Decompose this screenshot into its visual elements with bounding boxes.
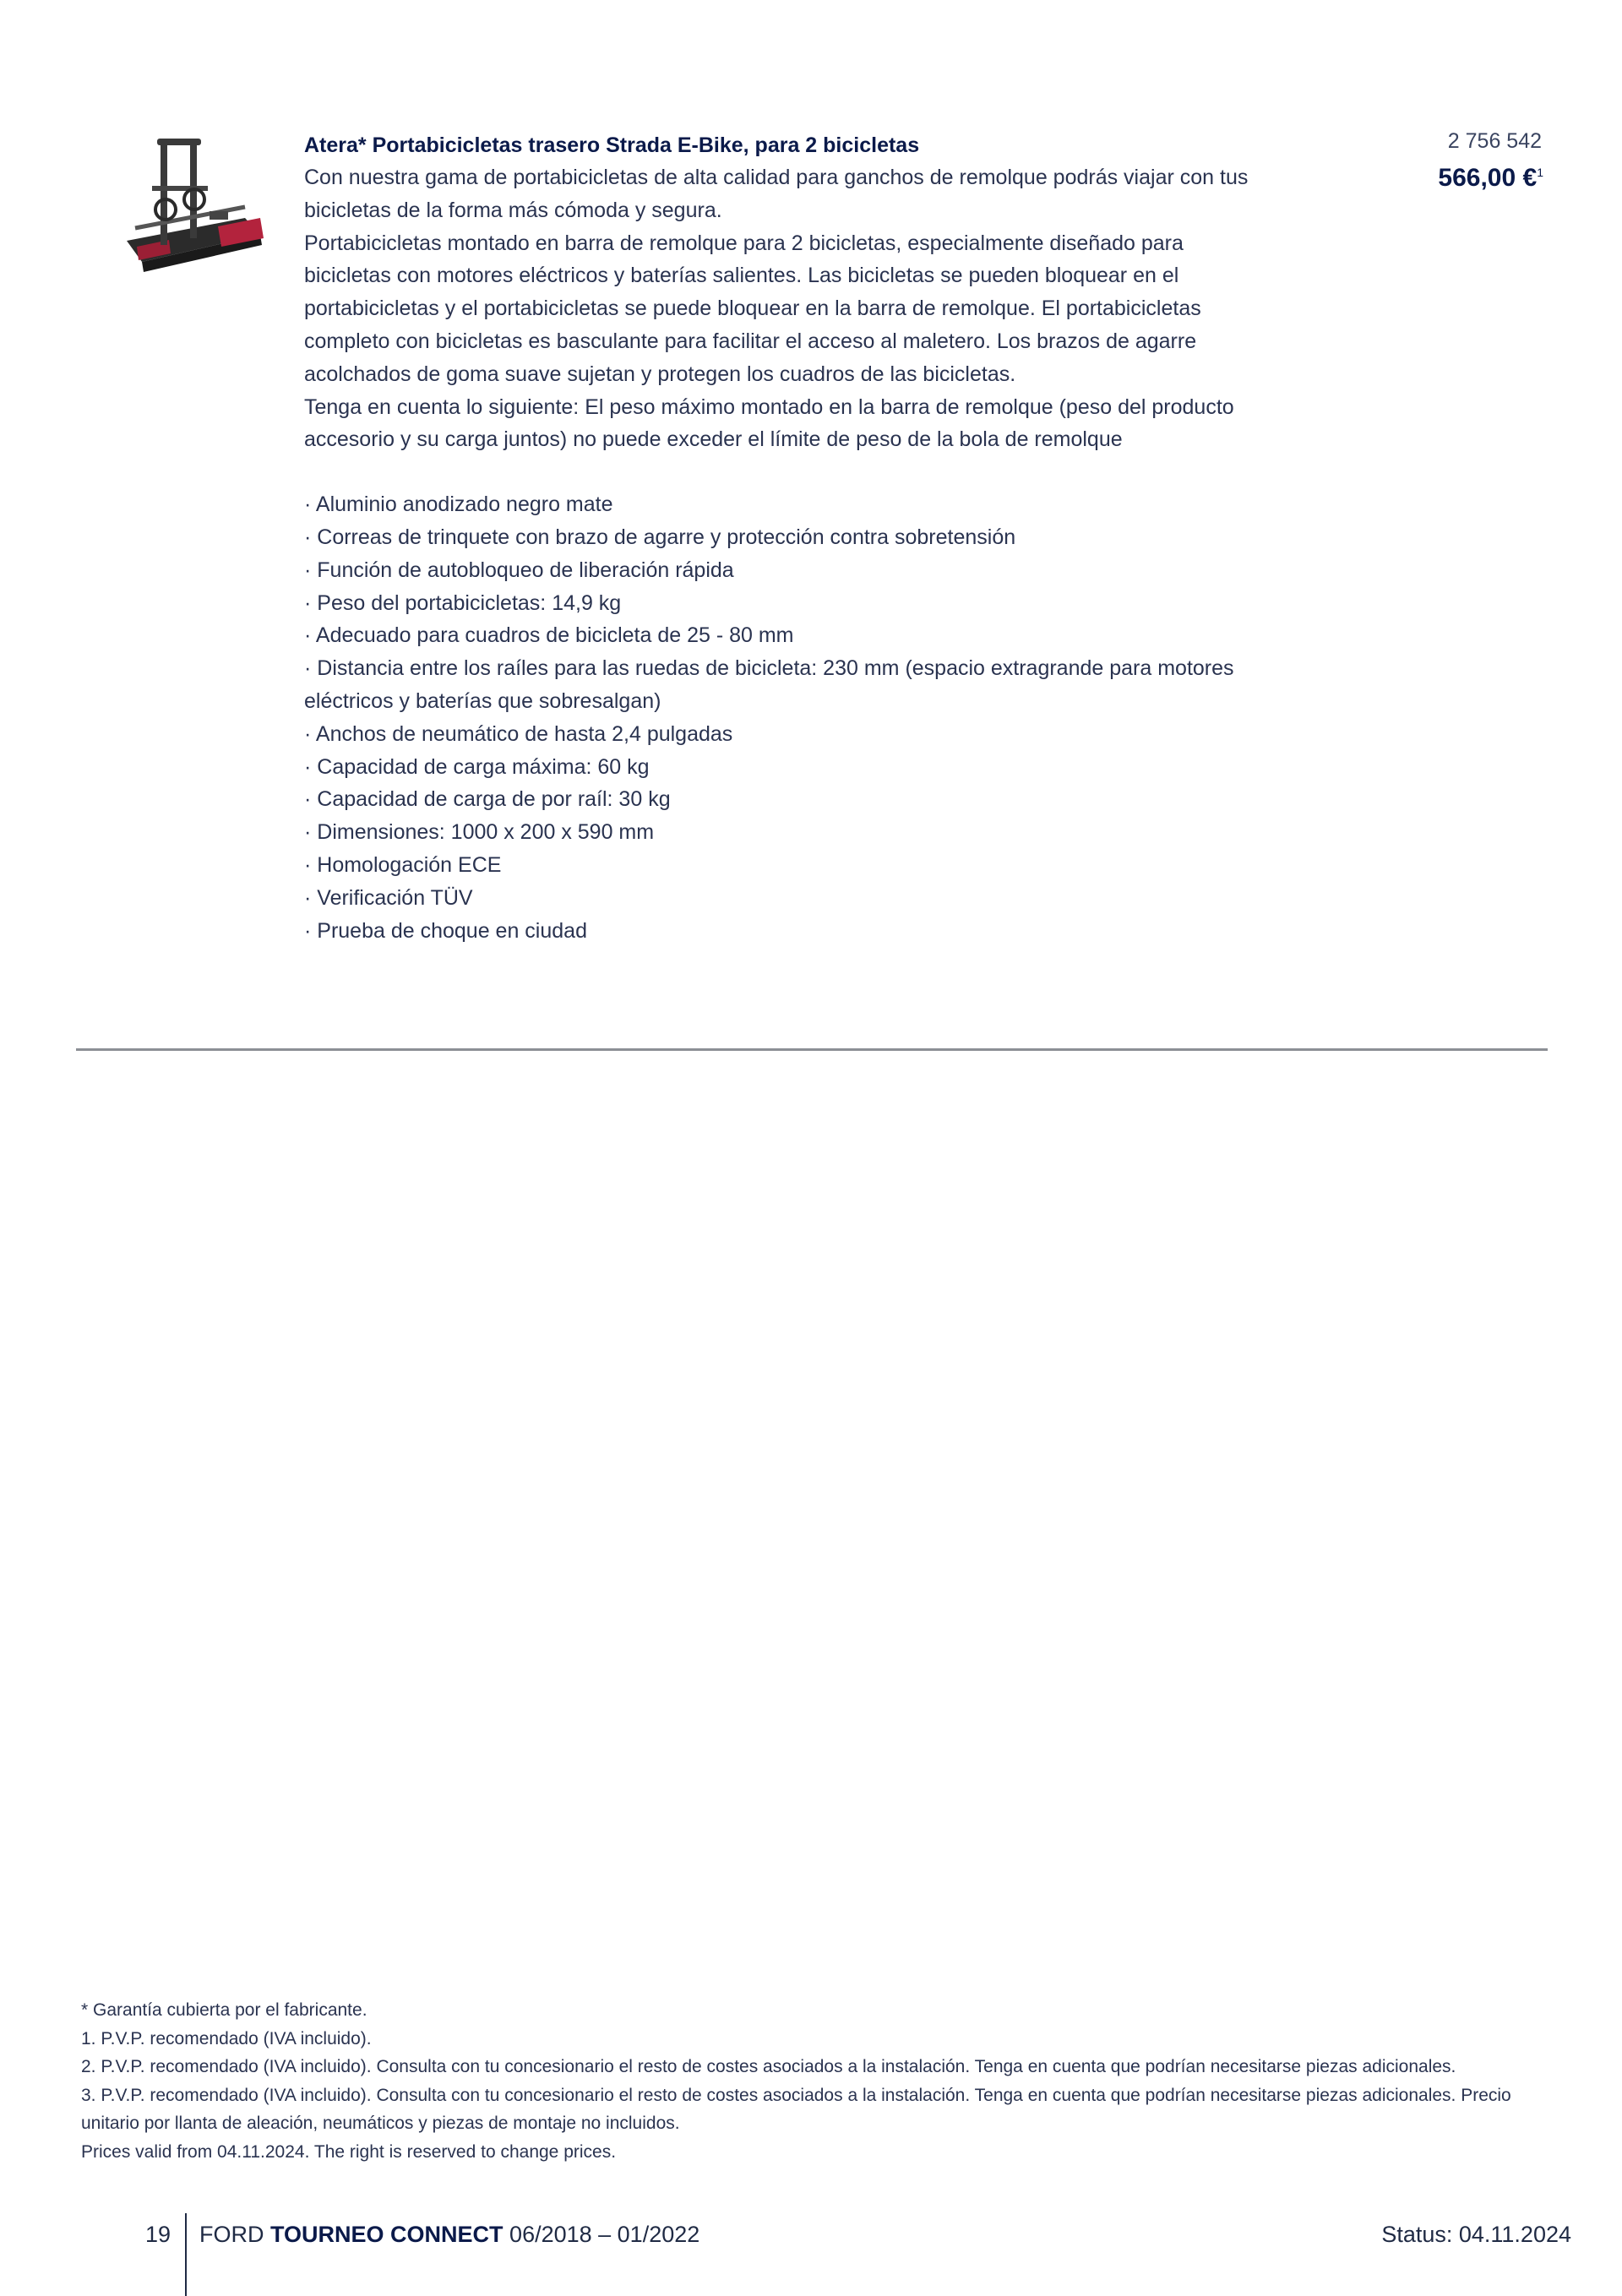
feature-item: · Capacidad de carga máxima: 60 kg [304, 754, 650, 779]
footnote: 3. P.V.P. recomendado (IVA incluido). Consulta con tu concesionario el resto de costes asociados a la instalación. Tenga en cuenta que podrían necesitarse piezas adicionales. Precio unitario por llanta de aleación, neumáticos y piezas de montaje no incluidos. [81, 2085, 1511, 2133]
feature-item: · Prueba de choque en ciudad [304, 918, 587, 943]
feature-item: · Verificación TÜV [304, 885, 473, 910]
status-date: Status: 04.11.2024 [1381, 2222, 1571, 2247]
feature-item: · Homologación ECE [304, 852, 502, 877]
footer-rule [185, 2213, 187, 2296]
product-entry [304, 129, 1276, 947]
feature-item: · Capacidad de carga de por raíl: 30 kg [304, 787, 671, 812]
footnote: 1. P.V.P. recomendado (IVA incluido). [81, 2028, 372, 2048]
product-title: Atera* Portabicicletas trasero Strada E-Bike, para 2 bicicletas [304, 133, 920, 157]
model-years: 06/2018 – 01/2022 [509, 2222, 700, 2247]
product-description-intro: Con nuestra gama de portabicicletas de alta calidad para ganchos de remolque podrás viajar con tus bicicletas de la forma más cómoda y segura. [304, 166, 1249, 222]
feature-list [304, 488, 1276, 947]
footnote: * Garantía cubierta por el fabricante. [81, 2000, 367, 2020]
brand-name: FORD [199, 2222, 264, 2247]
feature-item: · Correas de trinquete con brazo de agarre y protección contra sobretensión [304, 525, 1016, 549]
footnotes [81, 1996, 1551, 2166]
feature-item: · Función de autobloqueo de liberación rápida [304, 558, 734, 582]
footnote: Prices valid from 04.11.2024. The right is reserved to change prices. [81, 2141, 617, 2162]
price-value: 566,00 € [1438, 164, 1538, 192]
product-description-note: Tenga en cuenta lo siguiente: El peso máximo montado en la barra de remolque (peso del producto accesorio y su carga juntos) no puede exceder el límite de peso de la bola de remolque [304, 394, 1234, 452]
price-footnote-marker: 1 [1537, 166, 1543, 179]
model-line [199, 2222, 699, 2248]
price [1438, 164, 1543, 193]
feature-item: · Anchos de neumático de hasta 2,4 pulgadas [304, 721, 733, 746]
page-footer [0, 2213, 1622, 2296]
spacer [304, 456, 1276, 488]
feature-item: · Distancia entre los raíles para las ruedas de bicicleta: 230 mm (espacio extragrande para motores eléctricos y baterías que sobresalgan) [304, 656, 1234, 713]
part-number: 2 756 542 [1447, 129, 1542, 153]
feature-item: · Dimensiones: 1000 x 200 x 590 mm [304, 820, 655, 845]
feature-item: · Peso del portabicicletas: 14,9 kg [304, 590, 622, 615]
model-name: TOURNEO CONNECT [270, 2222, 503, 2247]
page-number: 19 [145, 2222, 171, 2247]
section-divider [76, 1048, 1548, 1051]
feature-item: · Adecuado para cuadros de bicicleta de 25 - 80 mm [304, 623, 794, 648]
footnote: 2. P.V.P. recomendado (IVA incluido). Consulta con tu concesionario el resto de costes asociados a la instalación. Tenga en cuenta que podrían necesitarse piezas adicionales. [81, 2057, 1456, 2076]
product-description-body: Portabicicletas montado en barra de remolque para 2 bicicletas, especialmente diseñado para bicicletas con motores eléctricos y baterías salientes. Las bicicletas se pueden bloquear en el portabicicletas y el portabicicletas se puede bloquear en la barra de remolque. El portabicicletas completo con bicicletas es basculante para facilitar el acceso al maletero. Los brazos de agarre acolchados de goma suave sujetan y protegen los cuadros de las bicicletas. [304, 231, 1201, 386]
bike-carrier-image [118, 127, 270, 287]
feature-item: · Aluminio anodizado negro mate [304, 492, 613, 517]
